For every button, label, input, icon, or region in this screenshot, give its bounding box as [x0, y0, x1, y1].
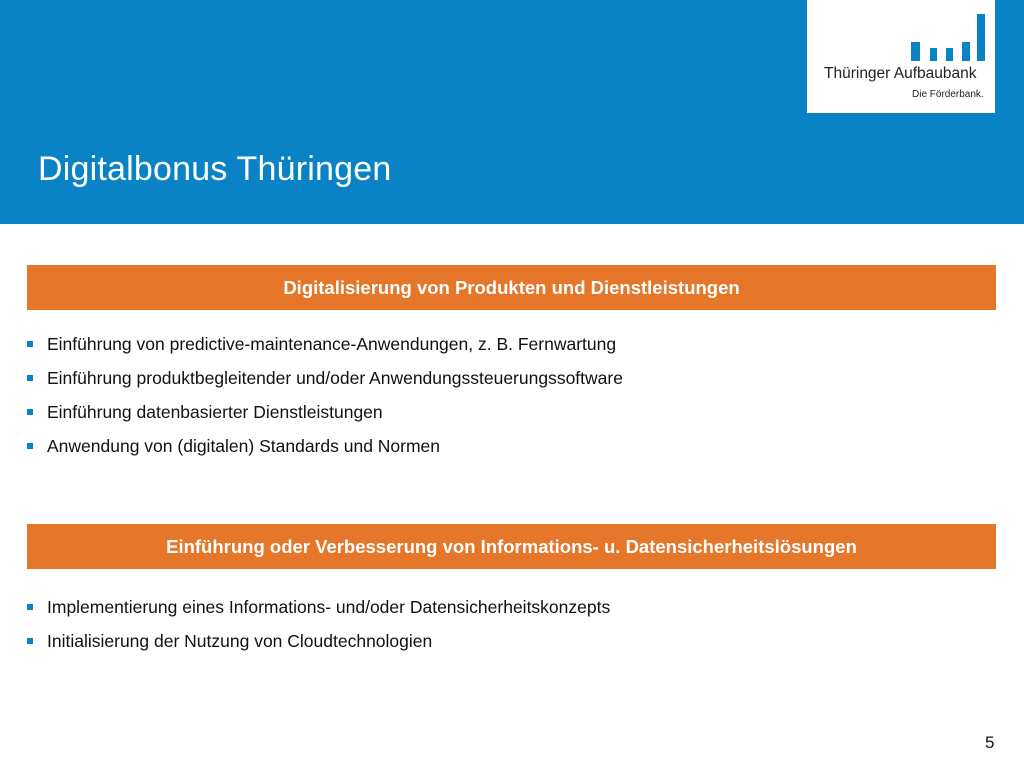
bullet-square-icon — [27, 409, 33, 415]
list-item-text: Einführung datenbasierter Dienstleistungen — [47, 402, 383, 422]
bullet-square-icon — [27, 604, 33, 610]
list-item — [27, 436, 623, 470]
slide-title: Digitalbonus Thüringen — [38, 150, 392, 188]
list-item-text: Einführung produktbegleitender und/oder Anwendungssteuerungssoftware — [47, 368, 623, 388]
list-item-text: Anwendung von (digitalen) Standards und Normen — [47, 436, 441, 456]
logo-name: Thüringer Aufbaubank — [824, 65, 977, 82]
list-item-text: Einführung von predictive-maintenance-Anwendungen, z. B. Fernwartung — [47, 334, 617, 354]
bullet-list-digitalisierung — [27, 334, 623, 470]
bullet-square-icon — [27, 443, 33, 449]
bullet-square-icon — [27, 638, 33, 644]
bullet-square-icon — [27, 375, 33, 381]
bullet-square-icon — [27, 341, 33, 347]
list-item — [27, 368, 623, 402]
bullet-list-datensicherheit — [27, 597, 610, 665]
list-item — [27, 334, 623, 368]
logo-bars-icon — [911, 10, 987, 62]
list-item — [27, 402, 623, 436]
logo-tagline: Die Förderbank. — [912, 89, 984, 100]
section-heading-digitalisierung: Digitalisierung von Produkten und Dienstleistungen — [27, 265, 996, 310]
list-item — [27, 597, 610, 631]
list-item-text: Implementierung eines Informations- und/oder Datensicherheitskonzepts — [47, 597, 611, 617]
section-heading-datensicherheit: Einführung oder Verbesserung von Informations- u. Datensicherheitslösungen — [27, 524, 996, 569]
logo — [807, 0, 995, 113]
list-item — [27, 631, 610, 665]
page-number: 5 — [985, 733, 995, 752]
list-item-text: Initialisierung der Nutzung von Cloudtechnologien — [47, 631, 433, 651]
